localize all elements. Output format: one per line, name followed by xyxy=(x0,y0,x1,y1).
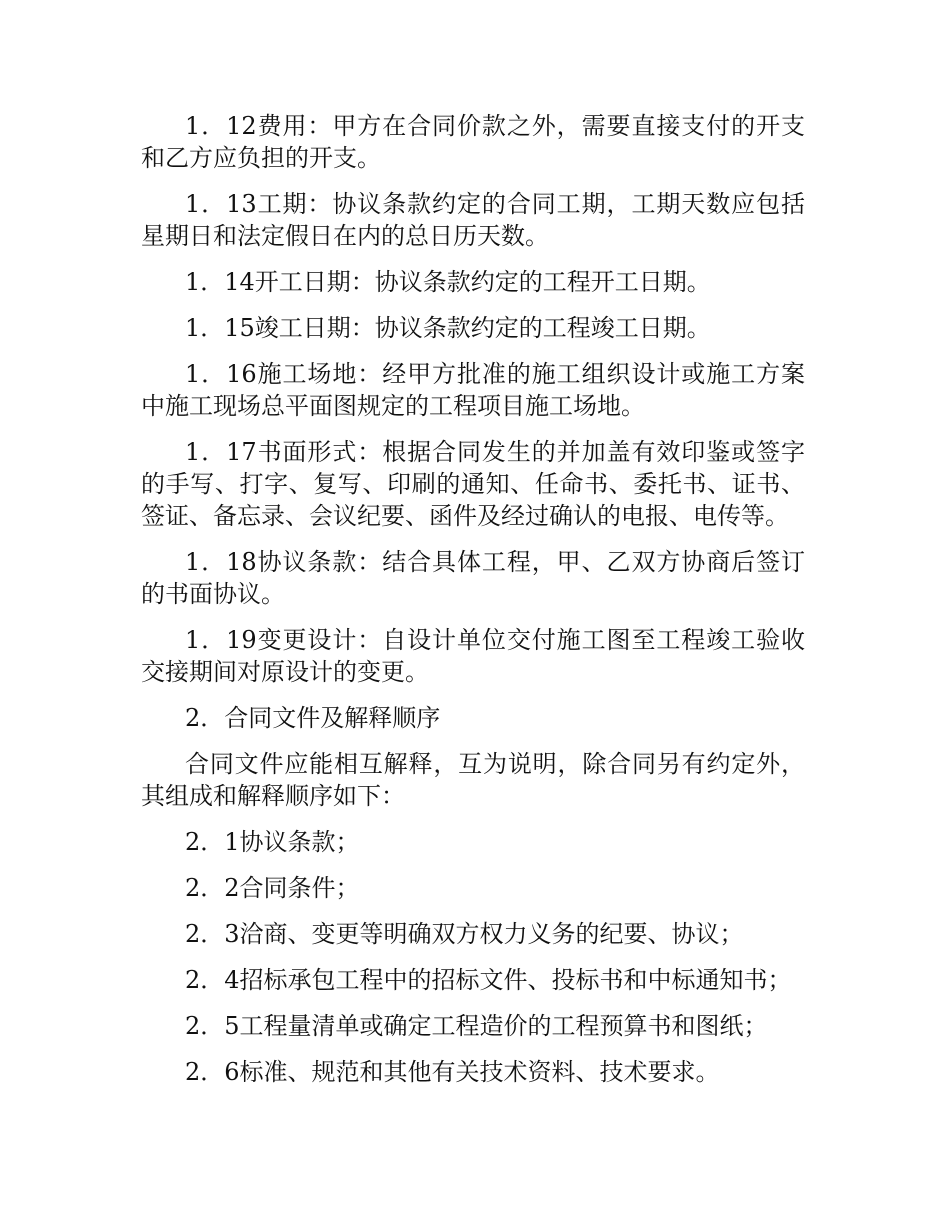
paragraph-1-15-completion-date: 1．15竣工日期：协议条款约定的工程竣工日期。 xyxy=(185,314,711,342)
paragraph-1-12-fees: 1．12费用：甲方在合同价款之外，需要直接支付的开支和乙方应负担的开支。 xyxy=(141,112,805,172)
paragraph-1-17-written-form: 1．17书面形式：根据合同发生的并加盖有效印鉴或签字的手写、打字、复写、印刷的通知、任命书、委托书、证书、签证、备忘录、会议纪要、函件及经过确认的电报、电传等。 xyxy=(141,438,805,530)
list-item-2-1: 2．1协议条款； xyxy=(185,828,360,856)
list-item-2-4: 2．4招标承包工程中的招标文件、投标书和中标通知书； xyxy=(185,966,792,994)
paragraph-1-13-duration: 1．13工期：协议条款约定的合同工期，工期天数应包括星期日和法定假日在内的总日历天数。 xyxy=(141,190,805,250)
document-body xyxy=(141,110,805,1102)
paragraph-1-19-design-change: 1．19变更设计：自设计单位交付施工图至工程竣工验收交接期间对原设计的变更。 xyxy=(141,626,805,686)
list-item-2-2: 2．2合同条件； xyxy=(185,874,360,902)
list-item-2-5: 2．5工程量清单或确定工程造价的工程预算书和图纸； xyxy=(185,1012,768,1040)
list-item-2-3: 2．3洽商、变更等明确双方权力义务的纪要、协议； xyxy=(185,920,744,948)
section-heading-2: 2．合同文件及解释顺序 xyxy=(185,704,441,732)
paragraph-1-14-start-date: 1．14开工日期：协议条款约定的工程开工日期。 xyxy=(185,268,711,296)
paragraph-contract-documents-intro: 合同文件应能相互解释，互为说明，除合同另有约定外，其组成和解释顺序如下： xyxy=(141,750,805,810)
list-item-2-6: 2．6标准、规范和其他有关技术资料、技术要求。 xyxy=(185,1058,720,1086)
paragraph-1-16-construction-site: 1．16施工场地：经甲方批准的施工组织设计或施工方案中施工现场总平面图规定的工程项目施工场地。 xyxy=(141,360,805,420)
paragraph-1-18-agreement-terms: 1．18协议条款：结合具体工程，甲、乙双方协商后签订的书面协议。 xyxy=(141,548,805,608)
